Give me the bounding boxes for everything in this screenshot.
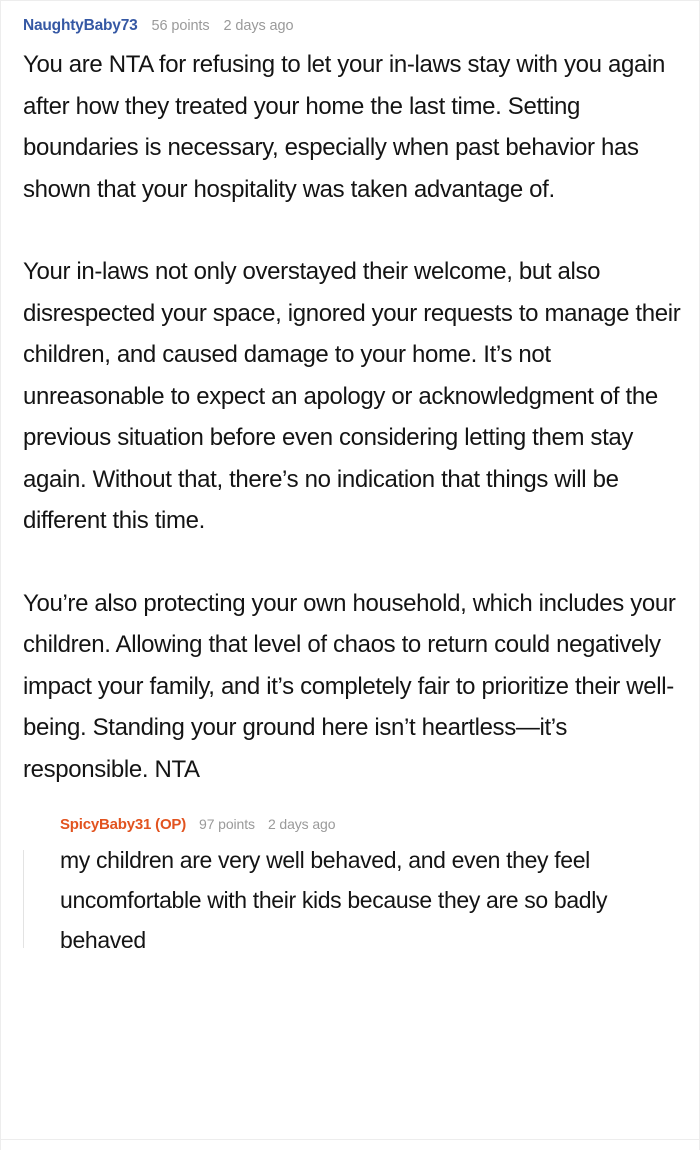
top-level-comment	[1, 1, 699, 960]
reply-score: 97 points	[199, 816, 255, 832]
comment-timestamp: 2 days ago	[223, 18, 294, 34]
comment-paragraph: You are NTA for refusing to let your in-laws stay with you again after how they treated your home the last time. Setting boundaries is necessary, especially when past behavior has shown that your hospitality was taken advantage of.	[23, 51, 665, 203]
reply-author-link[interactable]: SpicyBaby31 (OP)	[60, 816, 187, 833]
reply-body	[60, 840, 685, 960]
comment-body	[23, 44, 685, 790]
comment-score: 56 points	[151, 18, 210, 34]
reply-timestamp: 2 days ago	[267, 816, 336, 832]
comment-author-link[interactable]: NaughtyBaby73	[23, 17, 138, 34]
reply-thread	[23, 816, 685, 960]
reply-paragraph: my children are very well behaved, and even they feel uncomfortable with their kids because they are so badly behaved	[60, 847, 608, 953]
reply-meta	[60, 816, 685, 833]
comment-paragraph: You’re also protecting your own household, which includes your children. Allowing that level of chaos to return could negatively impact your family, and it’s completely fair to prioritize their well-being. Standing your ground here isn’t heartless—it’s responsible. NTA	[23, 589, 676, 783]
thread-collapse-line[interactable]	[23, 850, 24, 948]
nested-reply-comment	[43, 816, 685, 960]
comment-paragraph: Your in-laws not only overstayed their welcome, but also disrespected your space, ignored your requests to manage their children, and caused damage to your home. It’s not unreasonable to expect an apology or acknowledgment of the previous situation before even considering letting them stay again. Without that, there’s no indication that things will be different this time.	[23, 258, 681, 534]
bottom-divider	[1, 1139, 699, 1140]
comment-meta	[23, 17, 685, 35]
